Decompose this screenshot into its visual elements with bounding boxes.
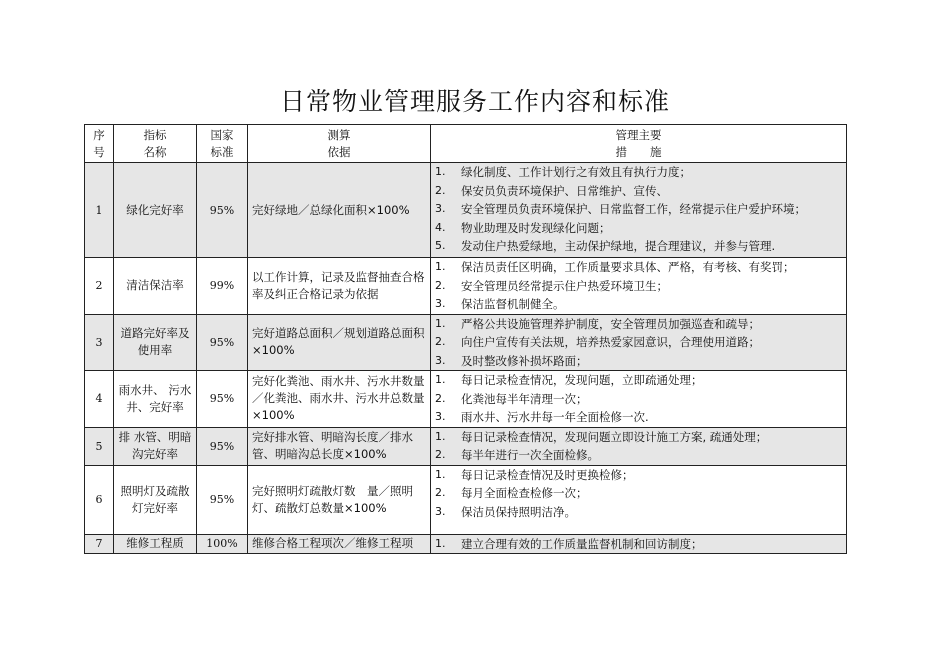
measure-text: 化粪池每半年清理一次； [461,391,588,406]
measure-text: 安全管理员负责环境保护、日常监督工作，经常提示住户爱护环境； [461,202,806,216]
measure-item [435,237,842,256]
measure-text: 每日记录检查情况，发现问题立即设计施工方案, 疏通处理； [461,429,768,444]
measure-number: 1. [435,165,446,178]
management-measures [431,427,847,465]
management-measures [431,163,847,258]
header-basis: 测算 依据 [248,125,431,163]
indicator-name: 照明灯及疏散灯完好率 [114,465,197,534]
measure-text: 保安员负责环境保护、日常维护、宣传、 [461,183,668,198]
management-measures [431,465,847,534]
measure-text: 保洁监督机制健全。 [461,297,565,311]
calculation-basis: 以工作计算，记录及监督抽查合格率及纠正合格记录为依据 [248,258,431,315]
measure-number: 2. [435,183,446,197]
calculation-basis: 完好排水管、明暗沟长度／排水管、明暗沟总长度×100% [248,427,431,465]
indicator-name: 雨水井、 污水井、完好率 [114,371,197,428]
measure-number: 3. [435,353,446,367]
measure-number: 2. [435,391,446,405]
national-standard: 95% [197,371,248,428]
measure-number: 5. [435,239,446,252]
measure-number: 1. [435,373,446,386]
row-number: 4 [85,371,114,428]
indicator-name: 道路完好率及使用率 [114,314,197,371]
measure-number: 2. [435,448,446,461]
national-standard: 95% [197,163,248,258]
measure-item [435,258,842,277]
row-number: 5 [85,427,114,465]
measure-item [435,428,842,447]
measure-item [435,408,842,427]
measure-text: 每月全面检查检修一次； [461,486,588,500]
management-measures [431,314,847,371]
management-measures [431,534,847,554]
measure-number: 3. [435,297,446,310]
measure-number: 4. [435,220,446,234]
measure-text: 物业助理及时发现绿化问题； [461,220,611,235]
measure-number: 1. [435,260,446,273]
table-row [85,371,847,428]
measure-item [435,219,842,238]
measure-text: 每半年进行一次全面检修。 [461,448,599,462]
measure-number: 3. [435,504,446,518]
measure-number: 2. [435,278,446,292]
measure-item [435,295,842,314]
measure-item [435,163,842,182]
measure-text: 保洁员责任区明确，工作质量要求具体、严格，有考核、有奖罚； [461,260,795,274]
measure-item [435,333,842,352]
national-standard: 100% [197,534,248,554]
row-number: 1 [85,163,114,258]
national-standard: 95% [197,427,248,465]
national-standard: 95% [197,314,248,371]
row-number: 6 [85,465,114,534]
measure-text: 绿化制度、工作计划行之有效且有执行力度； [461,165,691,179]
header-measures: 管理主要 措 施 [431,125,847,163]
management-measures [431,371,847,428]
measure-text: 每日记录检查情况及时更换检修； [461,467,634,482]
measure-text: 及时整改修补损坏路面； [461,353,588,368]
measure-text: 向住户宣传有关法规，培养热爱家园意识，合理使用道路； [461,335,760,349]
indicator-name: 维修工程质 [114,534,197,554]
measure-number: 3. [435,202,446,215]
measure-item [435,390,842,409]
calculation-basis: 完好道路总面积／规划道路总面积×100% [248,314,431,371]
standards-table [84,124,847,554]
row-number: 2 [85,258,114,315]
measure-text: 发动住户热爱绿地，主动保护绿地，提合理建议，并参与管理. [461,239,776,253]
national-standard: 99% [197,258,248,315]
calculation-basis: 完好照明灯疏散灯数 量／照明灯、疏散灯总数量×100% [248,465,431,534]
measure-item [435,466,842,485]
measure-item [435,182,842,201]
indicator-name: 绿化完好率 [114,163,197,258]
national-standard: 95% [197,465,248,534]
management-measures [431,258,847,315]
calculation-basis: 完好化粪池、雨水井、污水井数量／化粪池、雨水井、污水井总数量×100% [248,371,431,428]
table-row [85,465,847,534]
measure-item [435,446,842,465]
table-row [85,258,847,315]
measure-number: 1. [435,536,446,550]
measure-item [435,315,842,334]
measure-text: 安全管理员经常提示住户热爱环境卫生； [461,278,668,293]
row-number: 3 [85,314,114,371]
measure-item [435,352,842,371]
measure-number: 1. [435,316,446,330]
calculation-basis: 维修合格工程项次／维修工程项 [248,534,431,554]
measure-item [435,200,842,219]
row-number: 7 [85,534,114,554]
table-row [85,163,847,258]
header-seq: 序 号 [85,125,114,163]
header-row [85,125,847,163]
measure-item [435,484,842,503]
measure-number: 2. [435,486,446,499]
table-row [85,534,847,554]
measure-item [435,371,842,390]
measure-text: 严格公共设施管理养护制度，安全管理员加强巡查和疏导； [461,316,760,331]
measure-text: 保洁员保持照明洁净。 [461,504,576,519]
measure-number: 1. [435,467,446,481]
table-row [85,427,847,465]
measure-number: 3. [435,410,446,423]
calculation-basis: 完好绿地／总绿化面积×100% [248,163,431,258]
header-indicator: 指标 名称 [114,125,197,163]
page-title: 日常物业管理服务工作内容和标准 [279,87,670,116]
measure-item [435,503,842,522]
header-national: 国家 标准 [197,125,248,163]
measure-text: 雨水井、污水井每一年全面检修一次. [461,410,649,424]
measure-item [435,277,842,296]
measure-text: 建立合理有效的工作质量监督机制和回访制度； [461,536,703,551]
measure-number: 1. [435,429,446,443]
table-row [85,314,847,371]
measure-number: 2. [435,335,446,348]
indicator-name: 排 水管、明暗沟完好率 [114,427,197,465]
indicator-name: 清洁保洁率 [114,258,197,315]
measure-item [435,535,842,554]
measure-text: 每日记录检查情况，发现问题，立即疏通处理； [461,373,703,387]
